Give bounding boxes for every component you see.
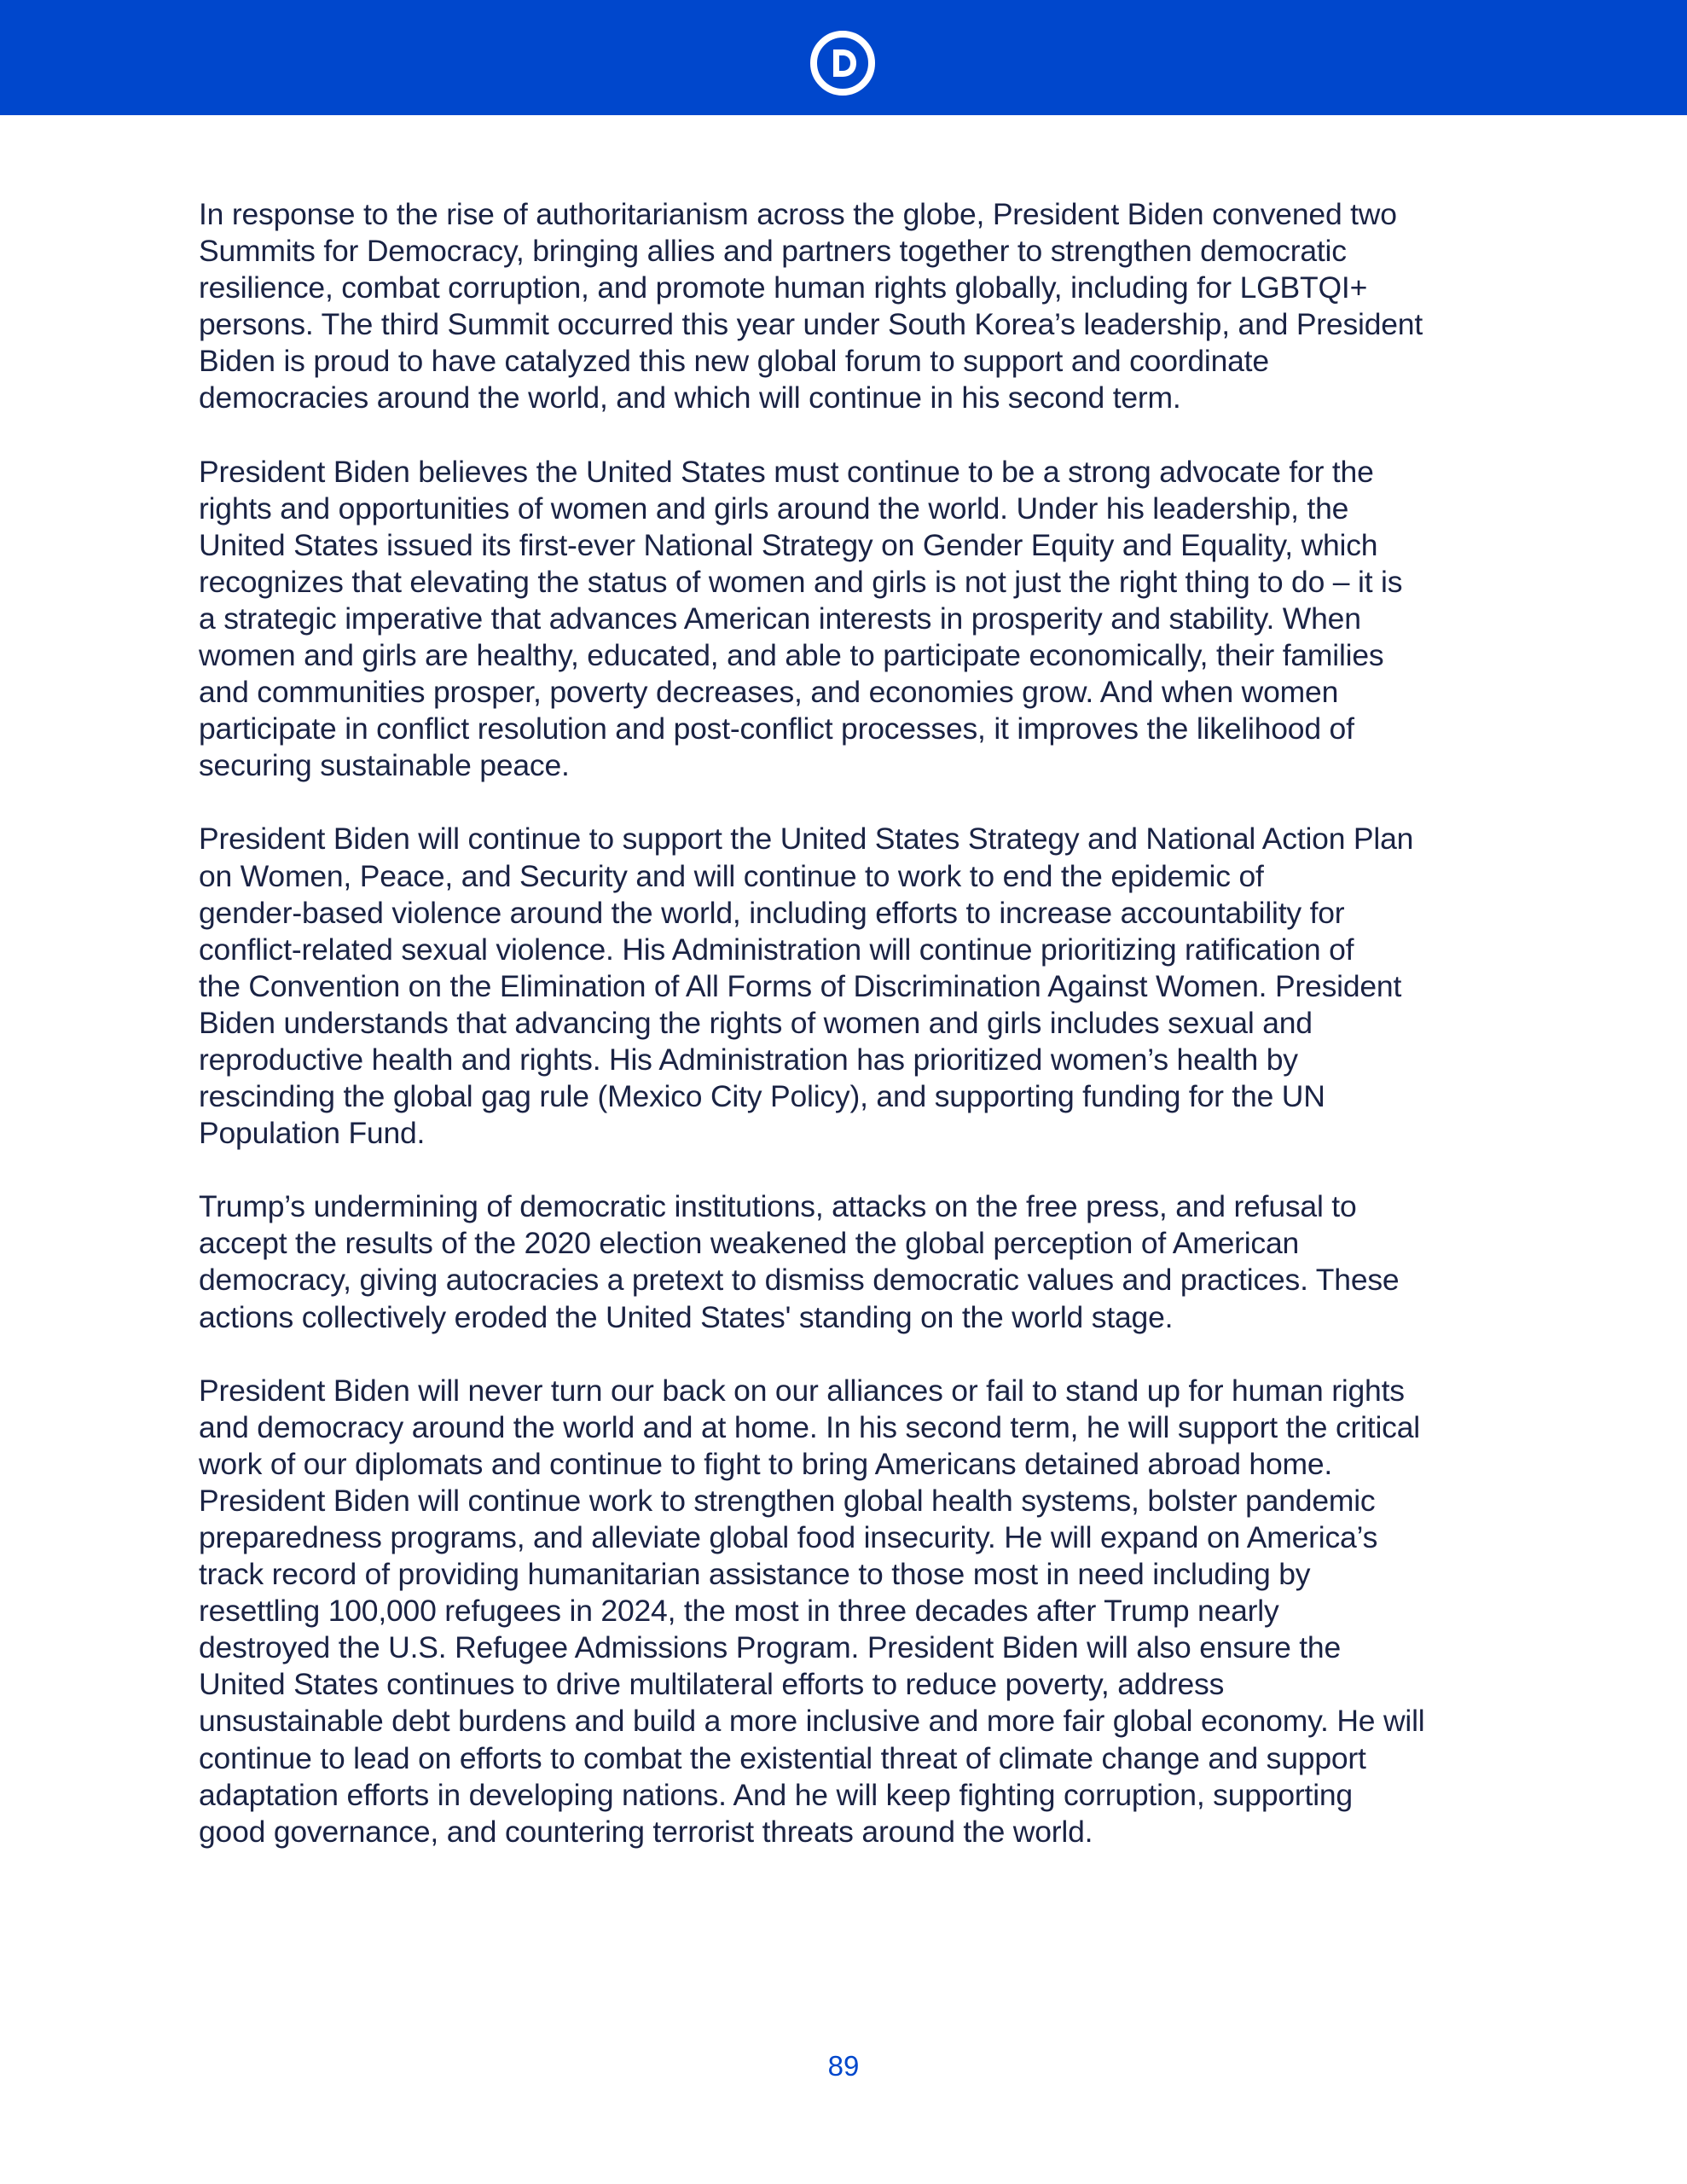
paragraph-line: participate in conflict resolution and post-conflict processes, it improves the likelihood of: [199, 712, 1354, 746]
paragraph-line: preparedness programs, and alleviate global food insecurity. He will expand on America’s: [199, 1520, 1378, 1554]
paragraph-line: In response to the rise of authoritarianism across the globe, President Biden convened two: [199, 197, 1397, 231]
paragraph-line: resettling 100,000 refugees in 2024, the most in three decades after Trump nearly: [199, 1594, 1279, 1629]
paragraph-line: work of our diplomats and continue to fight to bring Americans detained abroad home.: [199, 1446, 1333, 1481]
paragraph-line: Trump’s undermining of democratic institutions, attacks on the free press, and refusal to: [199, 1189, 1357, 1224]
paragraph-line: adaptation efforts in developing nations. And he will keep fighting corruption, supporting: [199, 1777, 1353, 1812]
paragraph-line: Biden is proud to have catalyzed this new global forum to support and coordinate: [199, 344, 1269, 379]
document-body: [199, 196, 1495, 1887]
paragraph-line: President Biden will continue work to strengthen global health systems, bolster pandemic: [199, 1483, 1376, 1518]
paragraph-line: democracy, giving autocracies a pretext to dismiss democratic values and practices. These: [199, 1263, 1400, 1298]
paragraph-line: conflict-related sexual violence. His Administration will continue prioritizing ratification of: [199, 932, 1354, 967]
paragraph-line: reproductive health and rights. His Administration has prioritized women’s health by: [199, 1042, 1298, 1077]
paragraph-line: actions collectively eroded the United States' standing on the world stage.: [199, 1299, 1174, 1334]
paragraph-line: rights and opportunities of women and girls around the world. Under his leadership, the: [199, 491, 1349, 526]
page-number: 89: [827, 2050, 860, 2082]
paragraph-line: accept the results of the 2020 election weakened the global perception of American: [199, 1226, 1300, 1261]
body-paragraph: [199, 1373, 1495, 1850]
paragraph-line: good governance, and countering terrorist threats around the world.: [199, 1814, 1093, 1849]
paragraph-line: the Convention on the Elimination of All Forms of Discrimination Against Women. President: [199, 968, 1402, 1003]
paragraph-line: persons. The third Summit occurred this year under South Korea’s leadership, and President: [199, 307, 1423, 342]
paragraph-line: women and girls are healthy, educated, and able to participate economically, their families: [199, 638, 1384, 673]
paragraph-line: recognizes that elevating the status of women and girls is not just the right thing to do – it is: [199, 564, 1403, 599]
paragraph-line: continue to lead on efforts to combat the existential threat of climate change and support: [199, 1740, 1366, 1775]
body-paragraph: [199, 454, 1495, 785]
paragraph-line: unsustainable debt burdens and build a more inclusive and more fair global economy. He will: [199, 1704, 1425, 1739]
paragraph-line: rescinding the global gag rule (Mexico City Policy), and supporting funding for the UN: [199, 1079, 1325, 1114]
body-paragraph: [199, 821, 1495, 1152]
paragraph-line: destroyed the U.S. Refugee Admissions Program. President Biden will also ensure the: [199, 1630, 1342, 1665]
paragraph-line: on Women, Peace, and Security and will continue to work to end the epidemic of: [199, 858, 1264, 893]
paragraph-line: Summits for Democracy, bringing allies and partners together to strengthen democratic: [199, 234, 1347, 269]
paragraph-line: United States issued its first-ever National Strategy on Gender Equity and Equality, which: [199, 527, 1378, 562]
paragraph-line: President Biden will continue to support the United States Strategy and National Action Plan: [199, 822, 1414, 857]
paragraph-line: President Biden believes the United States must continue to be a strong advocate for the: [199, 454, 1374, 489]
paragraph-line: securing sustainable peace.: [199, 748, 570, 783]
paragraph-line: President Biden will never turn our back on our alliances or fail to stand up for human rights: [199, 1373, 1405, 1408]
paragraph-line: a strategic imperative that advances American interests in prosperity and stability. When: [199, 601, 1361, 636]
body-paragraph: [199, 196, 1495, 417]
header-bar: [0, 0, 1687, 115]
body-paragraph: [199, 1188, 1495, 1335]
paragraph-line: and communities prosper, poverty decreases, and economies grow. And when women: [199, 675, 1339, 710]
paragraph-line: and democracy around the world and at home. In his second term, he will support the critical: [199, 1409, 1420, 1444]
paragraph-line: resilience, combat corruption, and promote human rights globally, including for LGBTQI+: [199, 270, 1368, 305]
democratic-party-logo-icon: [810, 31, 875, 96]
paragraph-line: gender-based violence around the world, including efforts to increase accountability for: [199, 895, 1345, 930]
paragraph-line: Population Fund.: [199, 1116, 426, 1151]
paragraph-line: United States continues to drive multilateral efforts to reduce poverty, address: [199, 1667, 1225, 1702]
paragraph-line: democracies around the world, and which will continue in his second term.: [199, 380, 1181, 415]
paragraph-line: Biden understands that advancing the rights of women and girls includes sexual and: [199, 1005, 1313, 1040]
paragraph-line: track record of providing humanitarian assistance to those most in need including by: [199, 1557, 1311, 1592]
